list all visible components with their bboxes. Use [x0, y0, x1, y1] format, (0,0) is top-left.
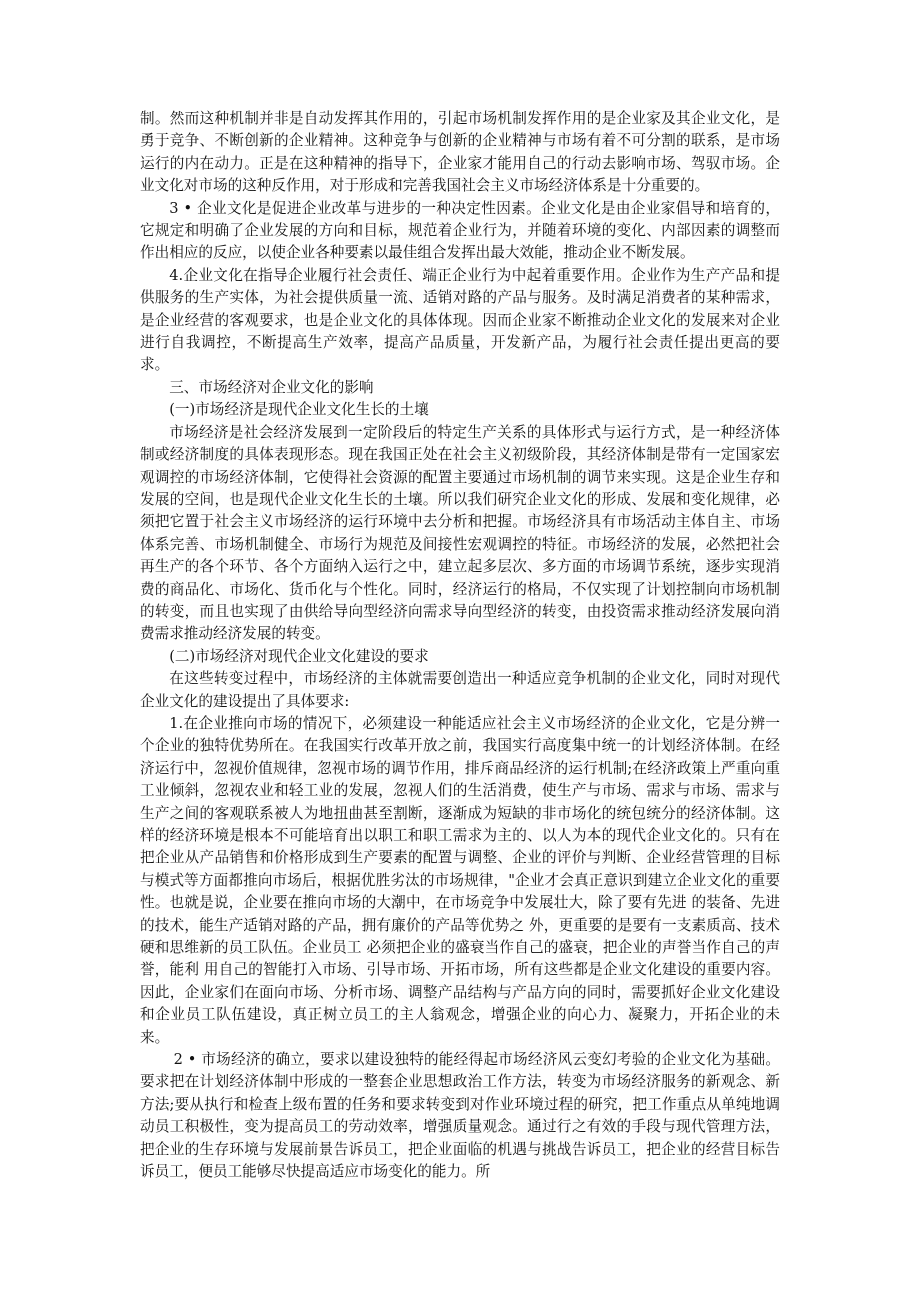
paragraph-transition: 在这些转变过程中，市场经济的主体就需要创造出一种适应竞争机制的企业文化，同时对现代企业文化的建设提出了具体要求: [140, 670, 780, 710]
paragraph-requirement-2: 2 • 市场经济的确立，要求以建设独特的能经得起市场经济风云变幻考验的企业文化为基础。要求把在计划经济体制中形成的一整套企业思想政治工作方法，转变为市场经济服务的新观念、新方法;要从执行和检查上级布置的任务和要求转变到对作业环境过程的研究，把工作重点从单纯地调动员工积极性，变为提高员工的劳动效率，增强质量观念。通过行之有效的手段与现代管理方法，把企业的生存环境与发展前景告诉员工，把企业面临的机遇与挑战告诉员工，把企业的经营目标告诉员工，便员工能够尽快提高适应市场变化的能力。所 [140, 1051, 780, 1181]
subsection-heading-2: (二)市场经济对现代企业文化建设的要求 [169, 647, 429, 665]
subsection-heading-1: (一)市场经济是现代企业文化生长的土壤 [169, 401, 429, 419]
document-body [140, 108, 780, 1184]
section-heading-3: 三、市场经济对企业文化的影响 [169, 378, 374, 396]
paragraph-continuation: 制。然而这种机制并非是自动发挥其作用的，引起市场机制发挥作用的是企业家及其企业文化，是勇于竞争、不断创新的企业精神。这种竞争与创新的企业精神与市场有着不可分割的联系，是市场运行的内在动力。正是在这种精神的指导下，企业家才能用自己的行动去影响市场、驾驭市场。企业文化对市场的这种反作用，对于形成和完善我国社会主义市场经济体系是十分重要的。 [140, 110, 780, 195]
paragraph-point-3: 3 • 企业文化是促进企业改革与进步的一种决定性因素。企业文化是由企业家倡导和培育的，它规定和明确了企业发展的方向和目标，规范着企业行为，并随着环境的变化、内部因素的调整而作出相应的反应，以使企业各种要素以最佳组合发挥出最大效能，推动企业不断发展。 [140, 199, 780, 262]
paragraph-market-economy: 市场经济是社会经济发展到一定阶段后的特定生产关系的具体形式与运行方式，是一种经济体制或经济制度的具体表现形态。现在我国正处在社会主义初级阶段，其经济体制是带有一定国家宏观调控的市场经济体制，它使得社会资源的配置主要通过市场机制的调节来实现。这是企业生存和发展的空间，也是现代企业文化生长的土壤。所以我们研究企业文化的形成、发展和变化规律，必须把它置于社会主义市场经济的运行环境中去分析和把握。市场经济具有市场活动主体自主、市场体系完善、市场机制健全、市场行为规范及间接性宏观调控的特征。市场经济的发展，必然把社会再生产的各个环节、各个方面纳入运行之中，建立起多层次、多方面的市场调节系统，逐步实现消费的商品化、市场化、货币化与个性化。同时，经济运行的格局，不仅实现了计划控制向市场机制的转变，而且也实现了由供给导向型经济向需求导向型经济的转变，由投资需求推动经济发展向消费需求推动经济发展的转变。 [140, 423, 780, 643]
paragraph-point-4: 4.企业文化在指导企业履行社会责任、端正企业行为中起着重要作用。企业作为生产产品和提供服务的生产实体，为社会提供质量一流、适销对路的产品与服务。及时满足消费者的某种需求，是企业经营的客观要求，也是企业文化的具体体现。因而企业家不断推动企业文化的发展来对企业进行自我调控，不断提高生产效率，提高产品质量，开发新产品，为履行社会责任提出更高的要求。 [140, 266, 780, 374]
paragraph-requirement-1: 1.在企业推向市场的情况下，必须建设一种能适应社会主义市场经济的企业文化，它是分辨一个企业的独特优势所在。在我国实行改革开放之前，我国实行高度集中统一的计划经济体制。在经济运行中，忽视价值规律，忽视市场的调节作用，排斥商品经济的运行机制;在经济政策上严重向重工业倾斜，忽视农业和轻工业的发展，忽视人们的生活消费，使生产与市场、需求与市场、需求与生产之间的客观联系被人为地扭曲甚至割断，逐渐成为短缺的非市场化的统包统分的经济体制。这样的经济环境是根本不可能培育出以职工和职工需求为主的、以人为本的现代企业文化的。只有在把企业从产品销售和价格形成到生产要素的配置与调整、企业的评价与判断、企业经营管理的目标与模式等方面都推向市场后，根据优胜劣汰的市场规律，"企业才会真正意识到建立企业文化的重要性。也就是说，企业要在推向市场的大潮中，在市场竞争中发展壮大，除了要有先进 的装备、先进的技术，能生产适销对路的产品，拥有廉价的产品等优势之 外，更重要的是要有一支素质高、技术硬和思维新的员工队伍。企业员工 必须把企业的盛衰当作自己的盛衰，把企业的声誉当作自己的声誉，能利 用自己的智能打入市场、引导市场、开拓市场，所有这些都是企业文化建设的重要内容。因此，企业家们在面向市场、分析市场、调整产品结构与产品方向的同时，需要抓好企业文化建设和企业员工队伍建设，真正树立员工的主人翁观念，增强企业的向心力、凝聚力，开拓企业的未来。 [140, 714, 780, 1046]
